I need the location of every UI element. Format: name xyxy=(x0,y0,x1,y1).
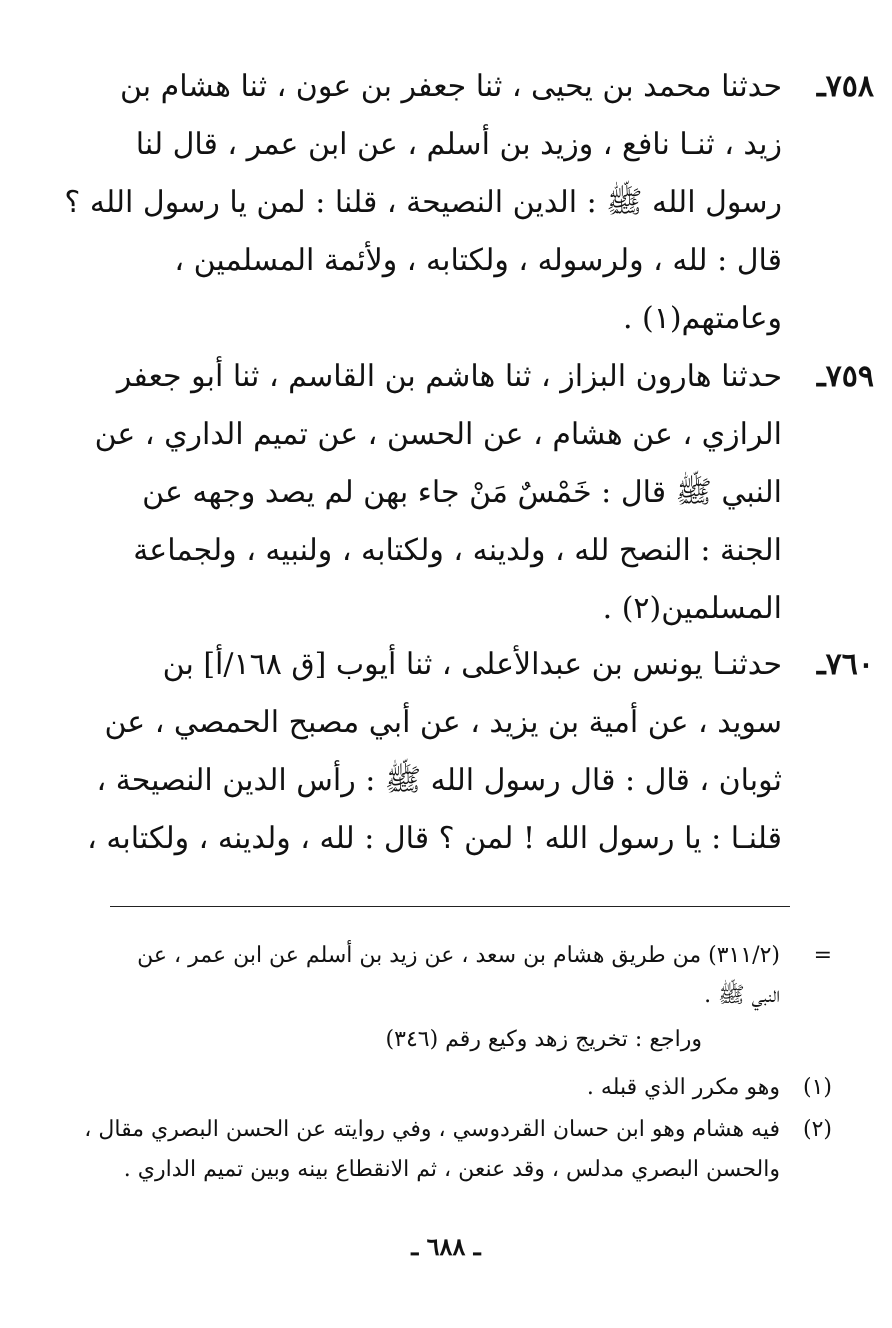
hadith-line: زيد ، ثنـا نافع ، وزيد بن أسلم ، عن ابن عمر ، قال لنا xyxy=(135,127,782,162)
footnote-mark: (٢) xyxy=(802,1117,832,1142)
hadith-line: الرازي ، عن هشام ، عن الحسن ، عن تميم الداري ، عن xyxy=(94,417,782,452)
hadith-number: ٧٥٩ـ xyxy=(816,359,874,394)
hadith-line: وعامتهم(١) . xyxy=(622,301,782,336)
footnote-reference xyxy=(66,1020,702,1060)
hadith-entry-758 xyxy=(62,58,874,348)
hadith-entry-759 xyxy=(62,348,874,638)
footnote-1 xyxy=(66,1068,832,1108)
page-number: ـ ٦٨٨ ـ xyxy=(411,1232,481,1261)
footnote-line: وهو مكرر الذي قبله . xyxy=(586,1075,780,1100)
footnote-line: (٣١١/٢) من طريق هشام بن سعد ، عن زيد بن أسلم عن ابن عمر ، عن xyxy=(137,943,780,968)
hadith-number: ٧٦٠ـ xyxy=(816,647,874,682)
footnote-line: وراجع : تخريج زهد وكيع رقم (٣٤٦) xyxy=(385,1027,702,1052)
footnote-divider xyxy=(110,906,790,907)
hadith-line: حدثنا هارون البزاز ، ثنا هاشم بن القاسم ، ثنا أبو جعفر xyxy=(116,359,782,394)
footnote-line: والحسن البصري مدلس ، وقد عنعن ، ثم الانقطاع بينه وبين تميم الداري . xyxy=(123,1157,780,1182)
footnote-line: فيه هشام وهو ابن حسان القردوسي ، وفي روايته عن الحسن البصري مقال ، xyxy=(84,1117,780,1142)
hadith-number: ٧٥٨ـ xyxy=(816,69,874,104)
footnote-line: النبي ﷺ . xyxy=(704,983,780,1008)
footnote-mark: (١) xyxy=(802,1075,832,1100)
hadith-line: حدثنا محمد بن يحيى ، ثنا جعفر بن عون ، ثنا هشام بن xyxy=(119,69,782,104)
hadith-line: رسول الله ﷺ : الدين النصيحة ، قلنا : لمن يا رسول الله ؟ xyxy=(64,185,782,220)
footnote-continuation xyxy=(66,936,832,1016)
hadith-entry-760 xyxy=(62,636,874,868)
hadith-line: النبي ﷺ قال : خَمْسٌ مَنْ جاء بهن لم يصد وجهه عن xyxy=(142,475,782,510)
hadith-line: حدثنـا يونس بن عبدالأعلى ، ثنا أيوب [ق ١٦٨/أ] بن xyxy=(162,647,782,682)
footnote-2 xyxy=(66,1110,832,1190)
hadith-line: المسلمين(٢) . xyxy=(602,591,782,626)
hadith-line: الجنة : النصح لله ، ولدينه ، ولكتابه ، ولنبيه ، ولجماعة xyxy=(133,533,782,568)
hadith-line: قال : لله ، ولرسوله ، ولكتابه ، ولأئمة المسلمين ، xyxy=(174,243,782,278)
continuation-mark: = xyxy=(813,943,832,968)
hadith-line: قلنـا : يا رسول الله ! لمن ؟ قال : لله ، ولدينه ، ولكتابه ، xyxy=(87,821,782,856)
hadith-line: ثوبان ، قال : قال رسول الله ﷺ : رأس الدين النصيحة ، xyxy=(96,763,782,798)
hadith-line: سويد ، عن أمية بن يزيد ، عن أبي مصبح الحمصي ، عن xyxy=(104,705,782,740)
